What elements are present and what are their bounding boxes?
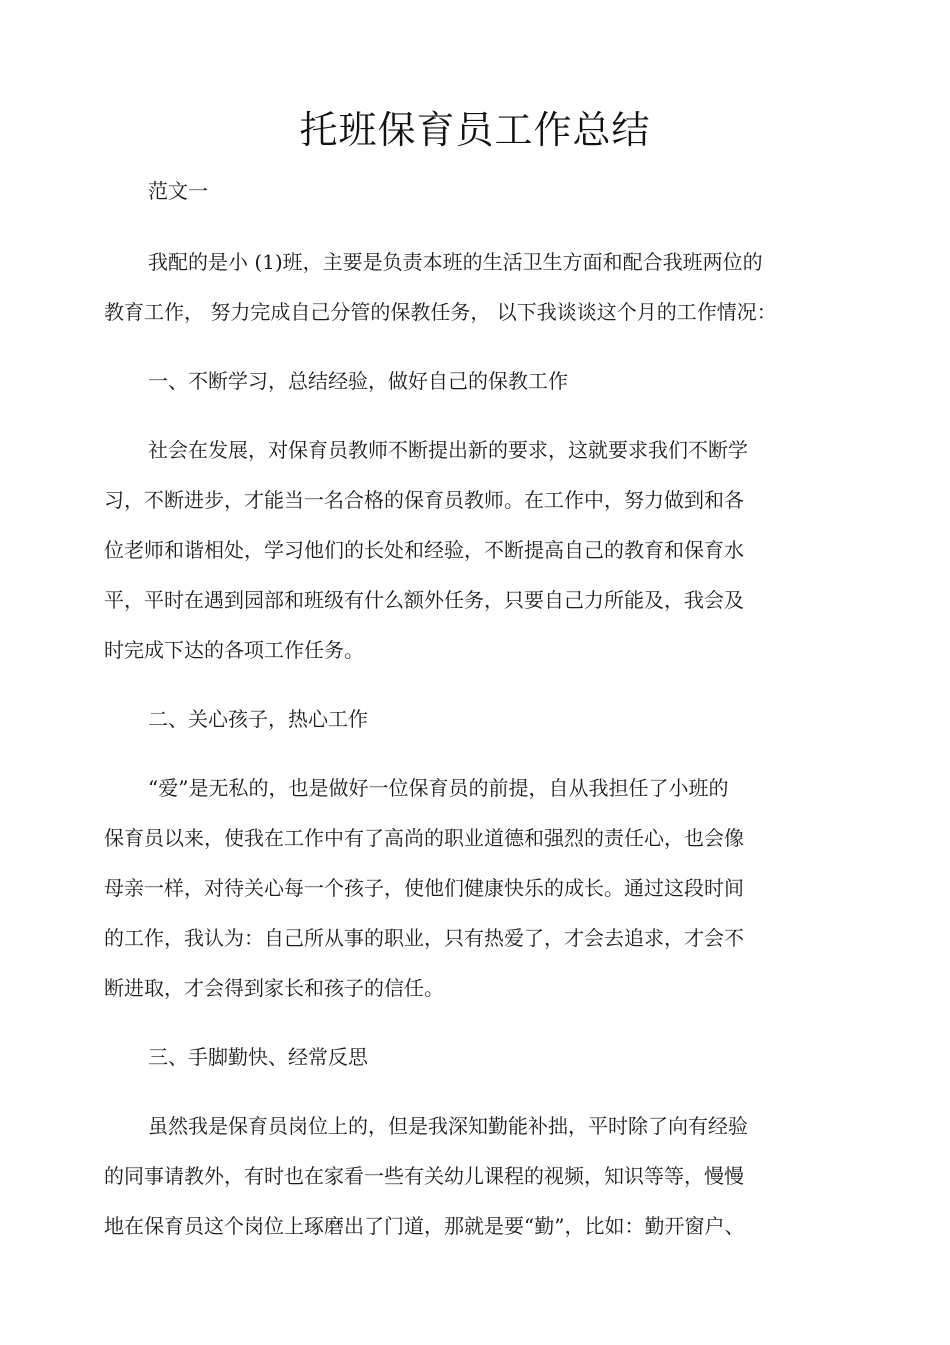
paragraph-line: 断进取，才会得到家长和孩子的信任。 (104, 976, 444, 1000)
paragraph-line: 位老师和谐相处，学习他们的长处和经验，不断提高自己的教育和保育水 (104, 538, 744, 562)
section-heading: 一、不断学习，总结经验，做好自己的保教工作 (148, 369, 568, 393)
intro-line: 教育工作， 努力完成自己分管的保教任务， 以下我谈谈这个月的工作情况： (104, 300, 777, 324)
paragraph-line: 地在保育员这个岗位上琢磨出了门道，那就是要“勤”，比如：勤开窗户、 (104, 1214, 745, 1238)
paragraph-line: 保育员以来，使我在工作中有了高尚的职业道德和强烈的责任心，也会像 (104, 826, 744, 850)
paragraph-line: 平，平时在遇到园部和班级有什么额外任务，只要自己力所能及，我会及 (104, 588, 744, 612)
paragraph-line: 虽然我是保育员岗位上的，但是我深知勤能补拙，平时除了向有经验 (148, 1114, 748, 1138)
paragraph-line: 母亲一样，对待关心每一个孩子，使他们健康快乐的成长。通过这段时间 (104, 876, 744, 900)
paragraph-line: 社会在发展，对保育员教师不断提出新的要求，这就要求我们不断学 (148, 438, 748, 462)
section-heading: 二、关心孩子，热心工作 (148, 707, 368, 731)
intro-line: 我配的是小 (1)班，主要是负责本班的生活卫生方面和配合我班两位的 (148, 250, 763, 274)
document-title: 托班保育员工作总结 (299, 108, 651, 152)
paragraph-line: 习，不断进步，才能当一名合格的保育员教师。在工作中，努力做到和各 (104, 488, 744, 512)
section-heading: 三、手脚勤快、经常反思 (148, 1045, 368, 1069)
paragraph-line: 时完成下达的各项工作任务。 (104, 638, 364, 662)
sample-label: 范文一 (148, 179, 208, 203)
paragraph-line: “爱”是无私的，也是做好一位保育员的前提，自从我担任了小班的 (148, 776, 729, 800)
paragraph-line: 的同事请教外，有时也在家看一些有关幼儿课程的视频，知识等等，慢慢 (104, 1164, 744, 1188)
paragraph-line: 的工作，我认为：自己所从事的职业，只有热爱了，才会去追求，才会不 (104, 926, 744, 950)
